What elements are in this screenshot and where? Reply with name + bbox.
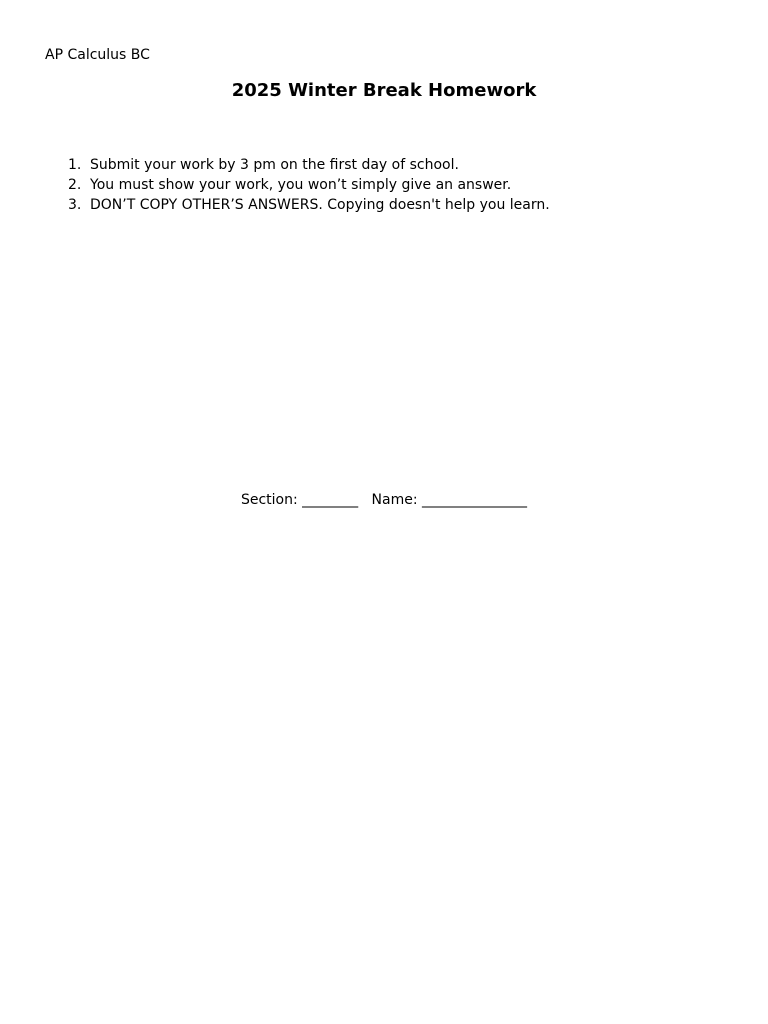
list-item-text: Submit your work by 3 pm on the first day of school. [90, 157, 459, 173]
student-info-line [0, 490, 768, 510]
list-item-number: 1. [68, 157, 82, 173]
list-item [68, 195, 550, 215]
list-item-text: You must show your work, you won’t simply give an answer. [90, 177, 512, 193]
section-field: Section: ________ [240, 492, 359, 508]
list-item [68, 175, 550, 195]
list-item-number: 2. [68, 177, 82, 193]
instructions-list [68, 155, 550, 215]
list-item-number: 3. [68, 197, 82, 213]
list-item-text: DON’T COPY OTHER’S ANSWERS. Copying doesn't help you learn. [90, 197, 550, 213]
list-item [68, 155, 550, 175]
name-field: Name: _______________ [371, 492, 528, 508]
course-name: AP Calculus BC [45, 47, 150, 63]
page-title: 2025 Winter Break Homework [231, 80, 537, 101]
